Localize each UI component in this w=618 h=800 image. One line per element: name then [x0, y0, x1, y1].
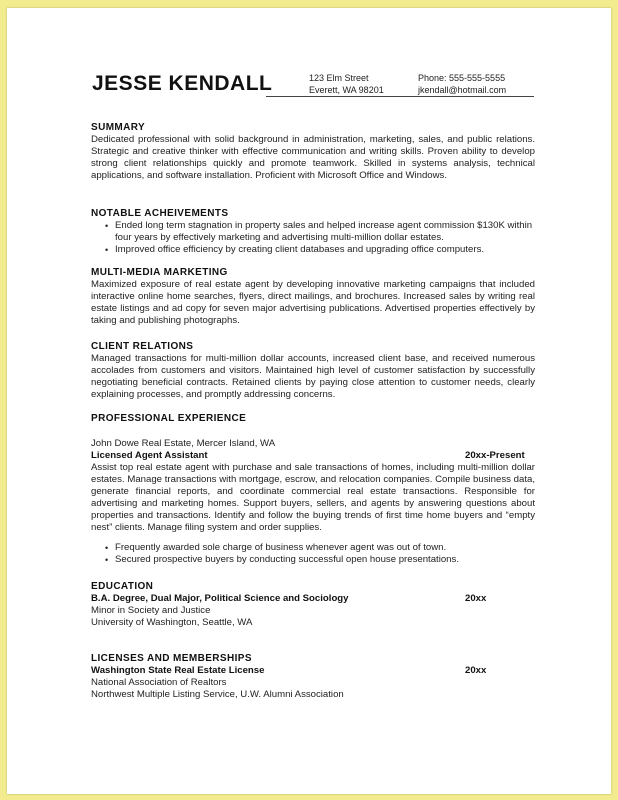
achievements-section — [91, 208, 535, 256]
phone-number: Phone: 555-555-5555 — [418, 73, 506, 83]
contact-block — [418, 72, 506, 96]
membership-2: Northwest Multiple Listing Service, U.W. Alumni Association — [91, 689, 344, 700]
list-item: • Secured prospective buyers by conducting successful open house presentations. — [107, 554, 535, 566]
summary-section — [91, 122, 535, 182]
client-relations-heading: CLIENT RELATIONS — [91, 341, 194, 352]
experience-heading: PROFESSIONAL EXPERIENCE — [91, 413, 247, 424]
license-date: 20xx — [465, 665, 487, 676]
achievements-heading: NOTABLE ACHEIVEMENTS — [91, 208, 229, 219]
list-item: • Ended long term stagnation in property sales and helped increase agent commission $130K within four years by effectively marketing and advertising multi-million dollar estates. — [107, 220, 535, 244]
address-street: 123 Elm Street — [309, 73, 369, 83]
summary-text: Dedicated professional with solid background in administration, marketing, sales, and public relations. Strategic and creative thinker with effective communication and writing skills. Proven ability to develop strong client relationships quickly and promote teamwork. Skilled in systems analysis, technical applications, and software installation. Proficient with Microsoft Office and Windows. — [91, 134, 535, 181]
experience-section — [91, 413, 535, 566]
school: University of Washington, Seattle, WA — [91, 617, 253, 628]
job-title: Licensed Agent Assistant — [91, 450, 208, 461]
email-address: jkendall@hotmail.com — [418, 85, 507, 95]
resume-page — [7, 8, 611, 794]
client-relations-text: Managed transactions for multi-million dollar accounts, increased client base, and received numerous accolades from customers and visitors. Maintained high level of customer satisfaction by successfully negotiating beneficial contracts. Retained clients by paying close attention to customer needs, clearly explaining processes, and promptly addressing concerns. — [91, 353, 535, 400]
degree-date: 20xx — [465, 593, 487, 604]
multimedia-text: Maximized exposure of real estate agent by developing innovative marketing campaigns that included interactive online home searches, flyers, direct mailings, and brochures. Increased sales by writing real estate listings and ad copy for seven major advertising publications. Advertised properties effectively by taking and publishing photographs. — [91, 279, 535, 326]
address-city: Everett, WA 98201 — [309, 85, 384, 95]
client-relations-section — [91, 341, 535, 401]
minor: Minor in Society and Justice — [91, 605, 211, 616]
degree: B.A. Degree, Dual Major, Political Science and Sociology — [91, 593, 349, 604]
license: Washington State Real Estate License — [91, 665, 265, 676]
employer-line: John Dowe Real Estate, Mercer Island, WA — [91, 438, 276, 449]
list-item: • Improved office efficiency by creating client databases and upgrading office computers. — [107, 244, 535, 256]
degree-row — [91, 593, 535, 605]
membership-1: National Association of Realtors — [91, 677, 227, 688]
licenses-section — [91, 653, 535, 701]
job-title-row — [91, 450, 535, 462]
job-bullets — [91, 542, 535, 566]
education-section — [91, 581, 535, 629]
applicant-name: JESSE KENDALL — [92, 72, 273, 95]
summary-heading: SUMMARY — [91, 122, 146, 133]
education-heading: EDUCATION — [91, 581, 154, 592]
multimedia-heading: MULTI-MEDIA MARKETING — [91, 267, 228, 278]
list-item: • Frequently awarded sole charge of business whenever agent was out of town. — [107, 542, 535, 554]
licenses-heading: LICENSES AND MEMBERSHIPS — [91, 653, 252, 664]
header-divider — [266, 96, 534, 97]
multimedia-section — [91, 267, 535, 327]
license-row — [91, 665, 535, 677]
job-description: Assist top real estate agent with purchase and sale transactions of homes, including multi-million dollar estates. Manage transactions with mortgage, escrow, and relocation companies. Compile business data, generate financial reports, and coordinate commercial real estate transactions. Responsible for advertising and marketing homes. Support buyers, sellers, and agents by answering questions about properties and transactions. Identify and follow the buying trends of first time home buyers and “empty nest” clients. Manage filing system and order supplies. — [91, 462, 535, 533]
job-dates: 20xx-Present — [465, 450, 525, 461]
achievements-list — [91, 220, 535, 256]
address-block — [309, 72, 384, 96]
